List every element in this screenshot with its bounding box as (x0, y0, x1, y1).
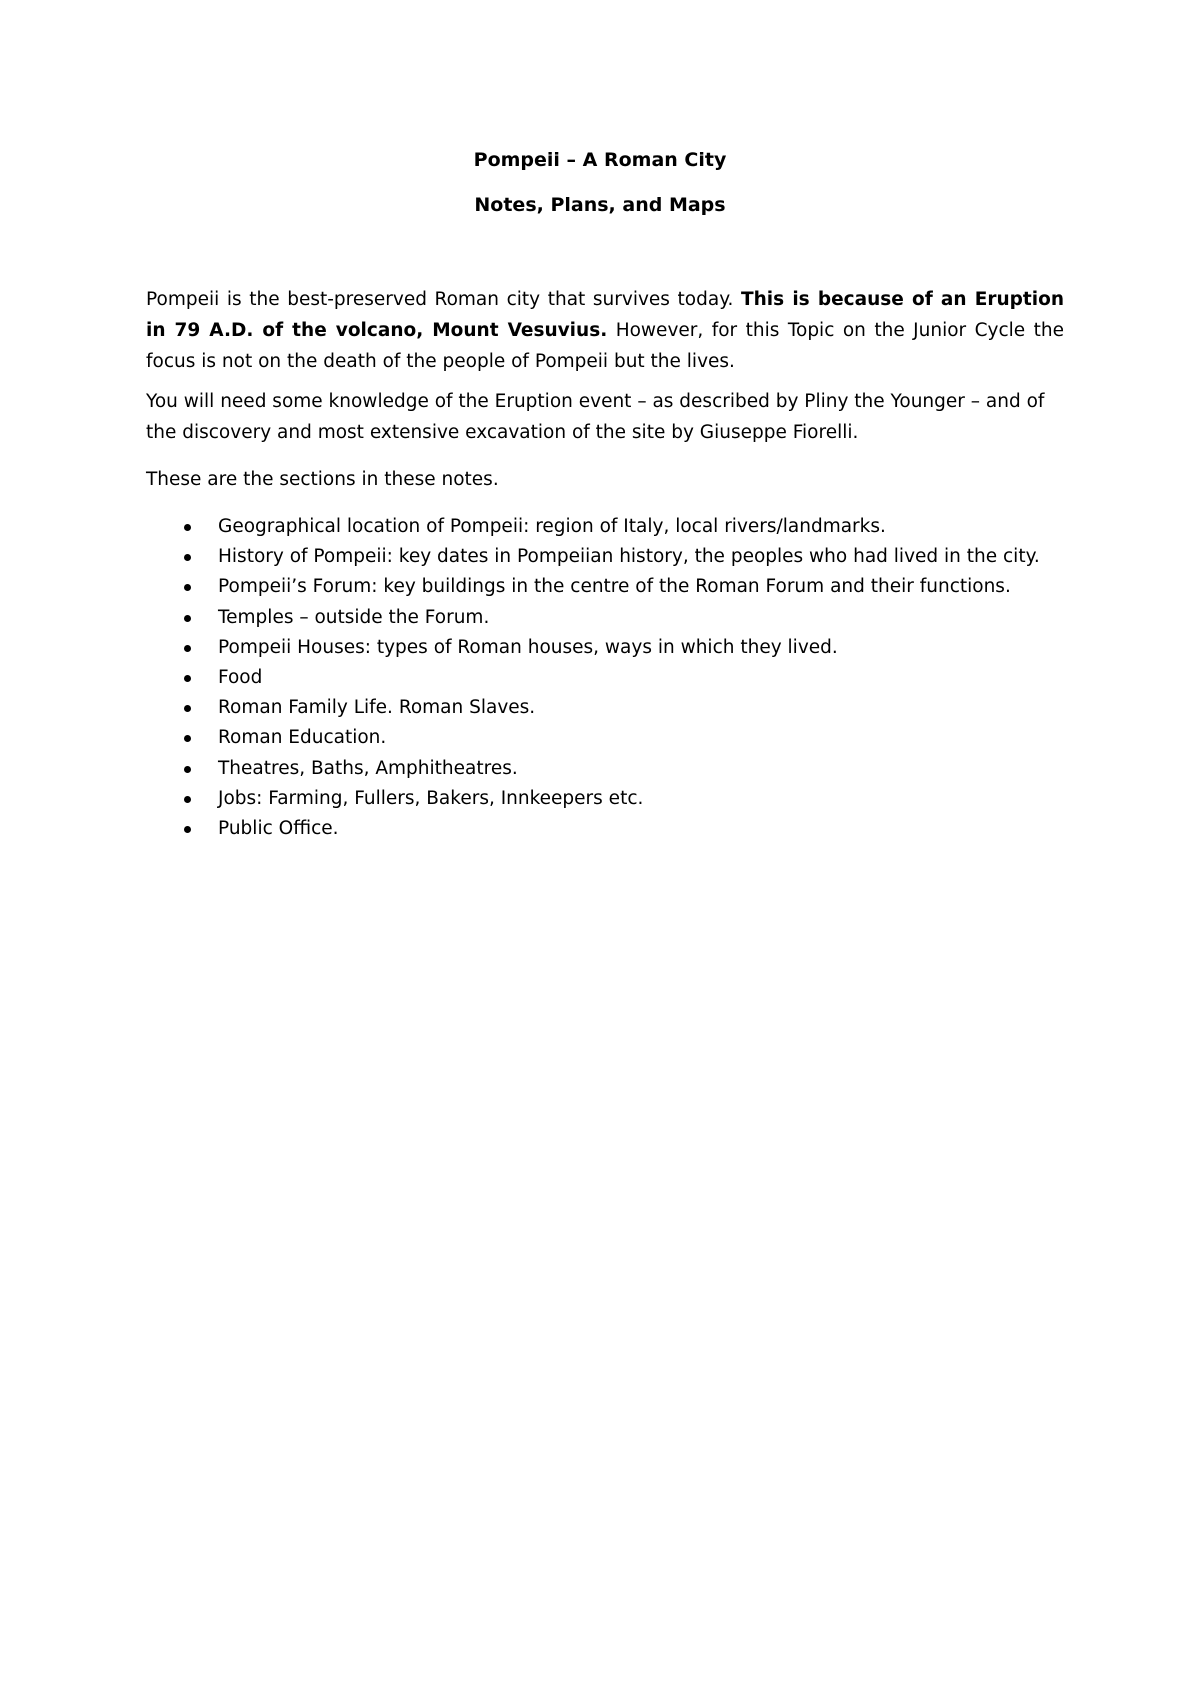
sections-intro: These are the sections in these notes. (146, 469, 499, 490)
bullet-icon (184, 584, 191, 591)
bullet-icon (184, 826, 191, 833)
bullet-icon (184, 705, 191, 712)
list-item-text: Food (218, 667, 263, 689)
list-item (146, 542, 1064, 572)
list-item (146, 663, 1064, 693)
intro-text-bold: This is because of an Eruption in 79 A.D. of the volcano, Mount Vesuvius. (146, 289, 1064, 341)
list-item (146, 814, 1064, 844)
bullet-icon (184, 524, 191, 531)
bullet-icon (184, 615, 191, 622)
list-item-text: Roman Family Life. Roman Slaves. (218, 697, 536, 719)
bullet-icon (184, 735, 191, 742)
list-item-text: Roman Education. (218, 727, 387, 749)
list-item (146, 784, 1064, 814)
intro-text-start: Pompeii is the best-preserved Roman city that survives today. (146, 289, 741, 310)
intro-text-end: However, for this Topic on the Junior Cycle the focus is not on the death of the people of Pompeii but the lives. (146, 320, 1064, 372)
list-item (146, 754, 1064, 784)
bullet-icon (184, 796, 191, 803)
list-item-text: Jobs: Farming, Fullers, Bakers, Innkeepers etc. (218, 787, 644, 809)
document-title: Pompeii – A Roman City (473, 149, 727, 171)
list-item-text: Geographical location of Pompeii: region of Italy, local rivers/landmarks. (218, 516, 886, 537)
list-item (146, 603, 1064, 633)
bullet-icon (184, 675, 191, 682)
bullet-icon (184, 554, 191, 561)
list-item-text: Temples – outside the Forum. (218, 606, 490, 628)
document-subtitle: Notes, Plans, and Maps (474, 194, 726, 216)
list-item-text: Pompeii Houses: types of Roman houses, ways in which they lived. (218, 636, 838, 658)
bullet-icon (184, 766, 191, 773)
list-item-text: History of Pompeii: key dates in Pompeiian history, the peoples who had lived in the city. (218, 546, 1040, 568)
list-item (146, 693, 1064, 723)
intro-paragraph (146, 284, 1064, 377)
list-item-text: Pompeii’s Forum: key buildings in the centre of the Roman Forum and their functions. (218, 576, 1011, 598)
list-item (146, 723, 1064, 753)
list-item-text: Public Office. (218, 818, 339, 840)
sections-list (146, 512, 1064, 844)
bullet-icon (184, 645, 191, 652)
list-item-text: Theatres, Baths, Amphitheatres. (218, 757, 518, 779)
list-item (146, 512, 1064, 542)
eruption-paragraph: You will need some knowledge of the Eruption event – as described by Pliny the Younger – and of the discovery and most extensive excavation of the site by Giuseppe Fiorelli. (146, 391, 1045, 443)
list-item (146, 572, 1064, 602)
list-item (146, 633, 1064, 663)
